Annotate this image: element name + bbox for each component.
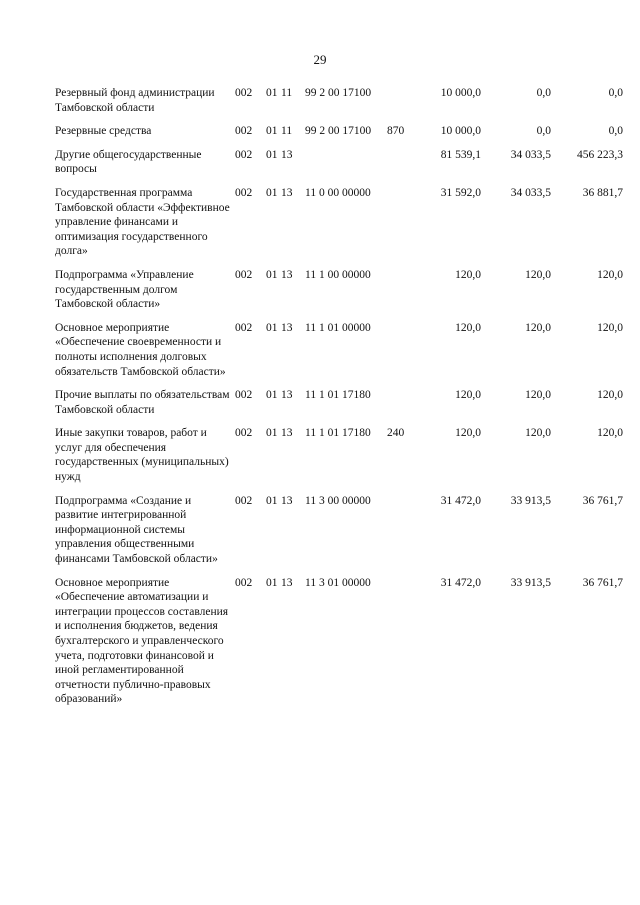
row-amount-year-3: 36 881,7 — [582, 186, 623, 199]
row-ved-code: 002 — [235, 87, 253, 99]
row-target-article-code: 11 3 01 00000 — [305, 576, 371, 589]
row-ved-code: 002 — [235, 427, 253, 440]
row-ved-code: 002 — [235, 125, 253, 138]
row-amount-year-1: 10 000,0 — [440, 125, 481, 138]
row-subsection-code: 13 — [281, 494, 293, 507]
row-amount-year-3: 0,0 — [608, 125, 623, 138]
row-amount-year-2: 33 913,5 — [510, 576, 551, 589]
row-amount-year-3: 120,0 — [597, 268, 623, 281]
row-subsection-code: 11 — [281, 125, 293, 138]
row-subsection-code: 13 — [281, 389, 293, 402]
row-amount-year-3: 120,0 — [597, 427, 623, 440]
row-target-article-code — [305, 148, 387, 186]
row-amount-year-1: 120,0 — [455, 321, 481, 334]
row-amount-year-1: 31 472,0 — [440, 494, 481, 507]
row-section-code: 01 — [266, 148, 278, 161]
row-expense-type-code — [387, 576, 411, 716]
row-name: Резервные средства — [55, 125, 152, 138]
budget-table-body — [55, 86, 623, 716]
row-amount-year-3: 120,0 — [597, 321, 623, 334]
row-subsection-code: 13 — [281, 576, 293, 589]
table-row — [55, 86, 623, 124]
row-expense-type-code — [387, 494, 411, 576]
row-target-article-code: 11 0 00 00000 — [305, 186, 371, 199]
row-target-article-code: 11 1 01 17180 — [305, 389, 371, 402]
row-target-article-code: 11 3 00 00000 — [305, 494, 371, 507]
row-amount-year-2: 120,0 — [525, 268, 551, 281]
table-row — [55, 268, 623, 321]
table-row — [55, 494, 623, 576]
row-name: Подпрограмма «Управление государственным долгом Тамбовской области» — [55, 268, 194, 311]
row-name: Резервный фонд администрации Тамбовской области — [55, 87, 215, 114]
row-amount-year-1: 10 000,0 — [440, 87, 481, 99]
row-subsection-code: 11 — [281, 87, 293, 99]
row-section-code: 01 — [266, 494, 278, 507]
row-ved-code: 002 — [235, 268, 253, 281]
row-expense-type-code — [387, 268, 411, 321]
table-row — [55, 576, 623, 716]
row-subsection-code: 13 — [281, 186, 293, 199]
table-row — [55, 426, 623, 493]
row-ved-code: 002 — [235, 148, 253, 161]
row-amount-year-1: 31 472,0 — [440, 576, 481, 589]
row-amount-year-2: 34 033,5 — [510, 148, 551, 161]
row-name: Другие общегосударственные вопросы — [55, 148, 202, 176]
row-section-code: 01 — [266, 576, 278, 589]
row-subsection-code: 13 — [281, 148, 293, 161]
row-ved-code: 002 — [235, 576, 253, 589]
row-amount-year-2: 34 033,5 — [510, 186, 551, 199]
row-target-article-code: 99 2 00 17100 — [305, 125, 372, 138]
row-subsection-code: 13 — [281, 268, 293, 281]
row-amount-year-1: 120,0 — [455, 268, 481, 281]
row-amount-year-1: 120,0 — [455, 427, 481, 440]
row-amount-year-3: 120,0 — [597, 389, 623, 402]
row-amount-year-1: 120,0 — [455, 389, 481, 402]
row-expense-type-code: 870 — [387, 125, 405, 138]
row-expense-type-code — [387, 148, 411, 186]
row-name: Прочие выплаты по обязательствам Тамбовской области — [55, 389, 230, 416]
row-amount-year-1: 31 592,0 — [440, 186, 481, 199]
row-name: Иные закупки товаров, работ и услуг для обеспечения государственных (муниципальных) нужд — [55, 427, 229, 484]
row-amount-year-3: 456 223,3 — [577, 148, 623, 161]
row-ved-code: 002 — [235, 186, 253, 199]
row-section-code: 01 — [266, 268, 278, 281]
row-expense-type-code: 240 — [387, 427, 405, 440]
row-section-code: 01 — [266, 125, 278, 138]
row-section-code: 01 — [266, 186, 278, 199]
row-ved-code: 002 — [235, 494, 253, 507]
row-target-article-code: 99 2 00 17100 — [305, 87, 372, 99]
row-target-article-code: 11 1 01 00000 — [305, 321, 371, 334]
row-amount-year-3: 36 761,7 — [582, 494, 623, 507]
row-expense-type-code — [387, 186, 411, 268]
row-amount-year-2: 0,0 — [536, 125, 551, 138]
row-amount-year-2: 0,0 — [536, 87, 551, 99]
row-subsection-code: 13 — [281, 321, 293, 334]
row-section-code: 01 — [266, 427, 278, 440]
row-amount-year-2: 120,0 — [525, 389, 551, 402]
row-name: Основное мероприятие «Обеспечение автоматизации и интеграции процессов составления и исполнения бюджетов, ведения бухгалтерского и управленческого учета, подготовки финансовой и иной регламентированной отчетности публично-правовых образований» — [55, 576, 229, 706]
row-amount-year-3: 0,0 — [608, 87, 623, 99]
row-name: Государственная программа Тамбовской области «Эффективное управление финансами и оптимизация государственного долга» — [55, 186, 230, 258]
row-section-code: 01 — [266, 389, 278, 402]
table-row — [55, 124, 623, 148]
row-amount-year-2: 120,0 — [525, 427, 551, 440]
row-name: Основное мероприятие «Обеспечение своевременности и полноты исполнения долговых обязательств Тамбовской области» — [55, 321, 226, 378]
row-subsection-code: 13 — [281, 427, 293, 440]
row-expense-type-code — [387, 388, 411, 426]
page-number: 29 — [313, 52, 327, 67]
row-ved-code: 002 — [235, 389, 253, 402]
row-target-article-code: 11 1 01 17180 — [305, 427, 371, 440]
table-row — [55, 186, 623, 268]
row-expense-type-code — [387, 321, 411, 388]
row-expense-type-code — [387, 86, 411, 124]
table-row — [55, 148, 623, 186]
row-ved-code: 002 — [235, 321, 253, 334]
row-amount-year-1: 81 539,1 — [440, 148, 481, 161]
row-target-article-code: 11 1 00 00000 — [305, 268, 371, 281]
table-row — [55, 388, 623, 426]
row-section-code: 01 — [266, 87, 278, 99]
row-amount-year-2: 33 913,5 — [510, 494, 551, 507]
row-section-code: 01 — [266, 321, 278, 334]
table-row — [55, 321, 623, 388]
budget-table — [55, 86, 623, 716]
row-name: Подпрограмма «Создание и развитие интегрированной информационной системы управления общественными финансами Тамбовской области» — [55, 494, 218, 566]
row-amount-year-3: 36 761,7 — [582, 576, 623, 589]
row-amount-year-2: 120,0 — [525, 321, 551, 334]
